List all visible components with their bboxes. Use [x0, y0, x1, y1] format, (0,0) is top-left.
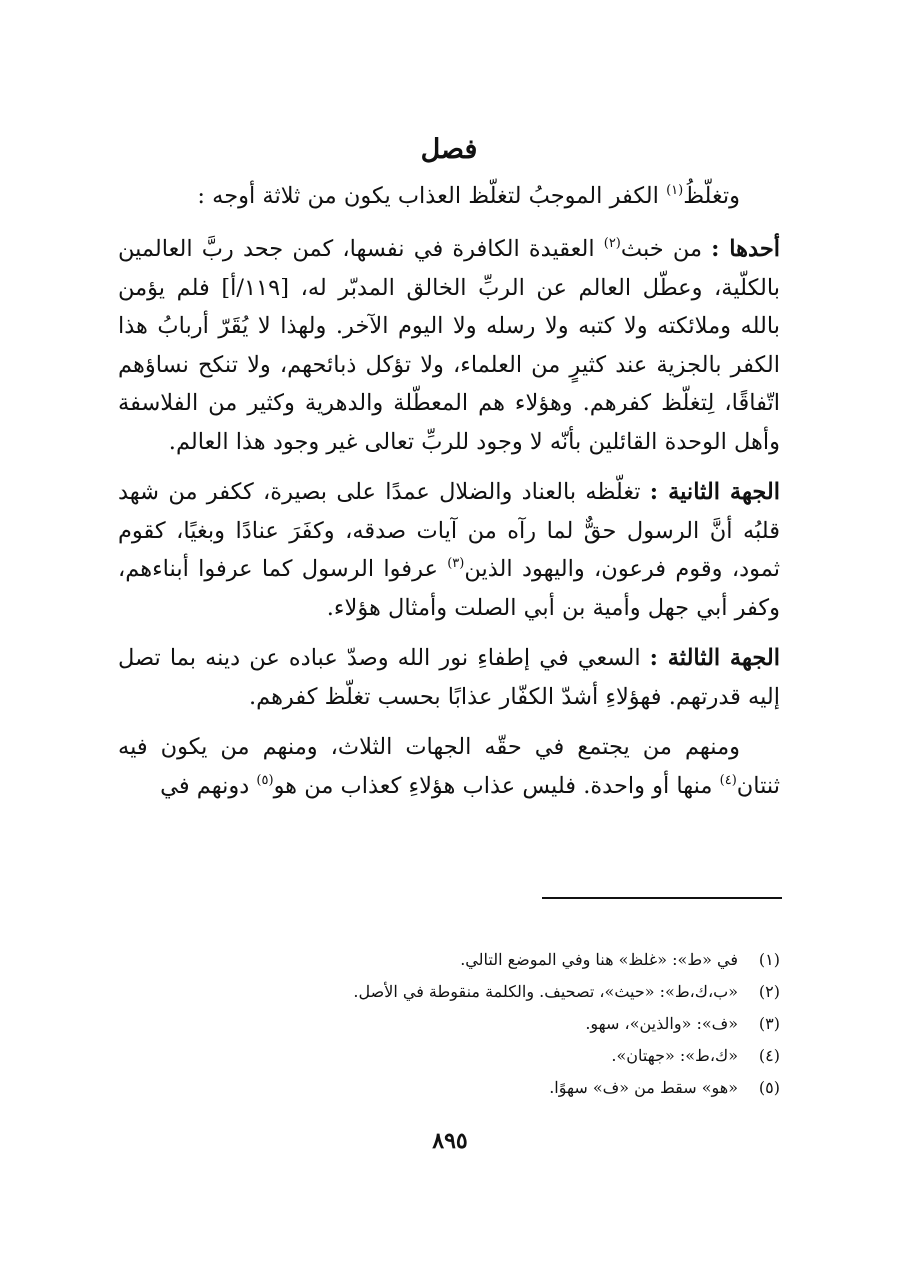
footnote-item	[118, 1008, 780, 1040]
paragraph-lead: الجهة الثالثة :	[649, 645, 780, 671]
paragraph-text: ومنهم من يجتمع في حقّه الجهات الثلاث، ومنهم من يكون فيه ثنتان	[118, 734, 780, 799]
paragraph-text: دونهم في	[160, 772, 257, 799]
footnote-text: «هو» سقط من «ف» سهوًا.	[549, 1078, 738, 1097]
paragraph-text: عرفوا الرسول كما عرفوا أبناءهم، وكفر أبي جهل وأمية بن أبي الصلت وأمثال هؤلاء.	[118, 556, 780, 621]
footnote-item	[118, 976, 780, 1008]
footnote-number: (٢)	[758, 982, 780, 1001]
section-heading: فصل	[420, 134, 478, 165]
paragraph-second-aspect	[118, 473, 780, 627]
intro-text-b: الكفر الموجبُ لتغلّظ العذاب يكون من ثلاثة أوجه :	[197, 183, 667, 209]
footnote-item	[118, 1040, 780, 1072]
page-number: ٨٩٥	[432, 1128, 468, 1154]
footnote-ref-5[interactable]: (٥)	[256, 772, 274, 788]
paragraph-text: تغلّظه بالعناد والضلال عمدًا على بصيرة، ككفر من شهد قلبُه أنَّ الرسول حقٌّ لما رآه من آيات صدقه، وكفَرَ عنادًا وبغيًا، كقوم ثمود، وقوم فرعون، واليهود الذين	[118, 479, 781, 582]
paragraph-first-aspect	[118, 230, 780, 461]
paragraph-combined	[118, 728, 780, 805]
paragraph-text: من خبث	[620, 236, 712, 262]
footnote-text: «ب،ك،ط»: «حيث»، تصحيف. والكلمة منقوطة في الأصل.	[353, 982, 738, 1001]
footnote-ref-3[interactable]: (٣)	[447, 556, 465, 571]
paragraph-text: السعي في إطفاءِ نور الله وصدّ عباده عن دينه بما تصل إليه قدرتهم. فهؤلاءِ أشدّ الكفّار عذابًا بحسب تغلّظ كفرهم.	[118, 645, 780, 710]
intro-text-a: وتغلّظُ	[683, 183, 740, 209]
footnote-text: «ف»: «والذين»، سهو.	[585, 1014, 738, 1033]
paragraph-lead: الجهة الثانية :	[649, 479, 780, 505]
footnote-item	[118, 944, 780, 976]
footnote-item	[118, 1072, 780, 1104]
footnote-ref-4[interactable]: (٤)	[719, 772, 737, 788]
paragraph-text: العقيدة الكافرة في نفسها، كمن جحد ربَّ العالمين بالكلّية، وعطّل العالم عن الربِّ الخالق المدبّر له، [١١٩/أ] فلم يؤمن بالله وملائكته ولا كتبه ولا رسله ولا اليوم الآخر. ولهذا لا يُقَرّ أربابُ هذا الكفر بالجزية عند كثيرٍ من العلماء، ولا تؤكل ذبائحهم، ولا تنكح نساؤهم اتّفاقًا، لِتغلّظ كفرهم. وهؤلاء هم المعطّلة والدهرية وكثير من الفلاسفة وأهل الوحدة القائلين بأنّه لا وجود للربِّ تعالى غير وجود هذا العالم.	[118, 236, 780, 455]
footnote-divider	[542, 897, 782, 899]
footnote-ref-1[interactable]: (١)	[666, 183, 684, 198]
paragraph-text: منها أو واحدة. فليس عذاب هؤلاءِ كعذاب من هو	[273, 772, 720, 799]
paragraph-lead: أحدها :	[711, 236, 780, 262]
footnote-number: (١)	[758, 950, 780, 969]
footnote-number: (٤)	[758, 1046, 780, 1065]
footnote-text: في «ط»: «غلظ» هنا وفي الموضع التالي.	[460, 950, 738, 969]
footnotes	[118, 944, 780, 1104]
page-body	[118, 130, 780, 817]
footnote-text: «ك،ط»: «جهتان».	[611, 1046, 738, 1065]
paragraph-third-aspect	[118, 639, 780, 716]
footnote-number: (٥)	[758, 1078, 780, 1097]
intro-paragraph	[118, 176, 780, 216]
footnote-number: (٣)	[758, 1014, 780, 1033]
footnote-ref-2[interactable]: (٢)	[603, 236, 621, 251]
